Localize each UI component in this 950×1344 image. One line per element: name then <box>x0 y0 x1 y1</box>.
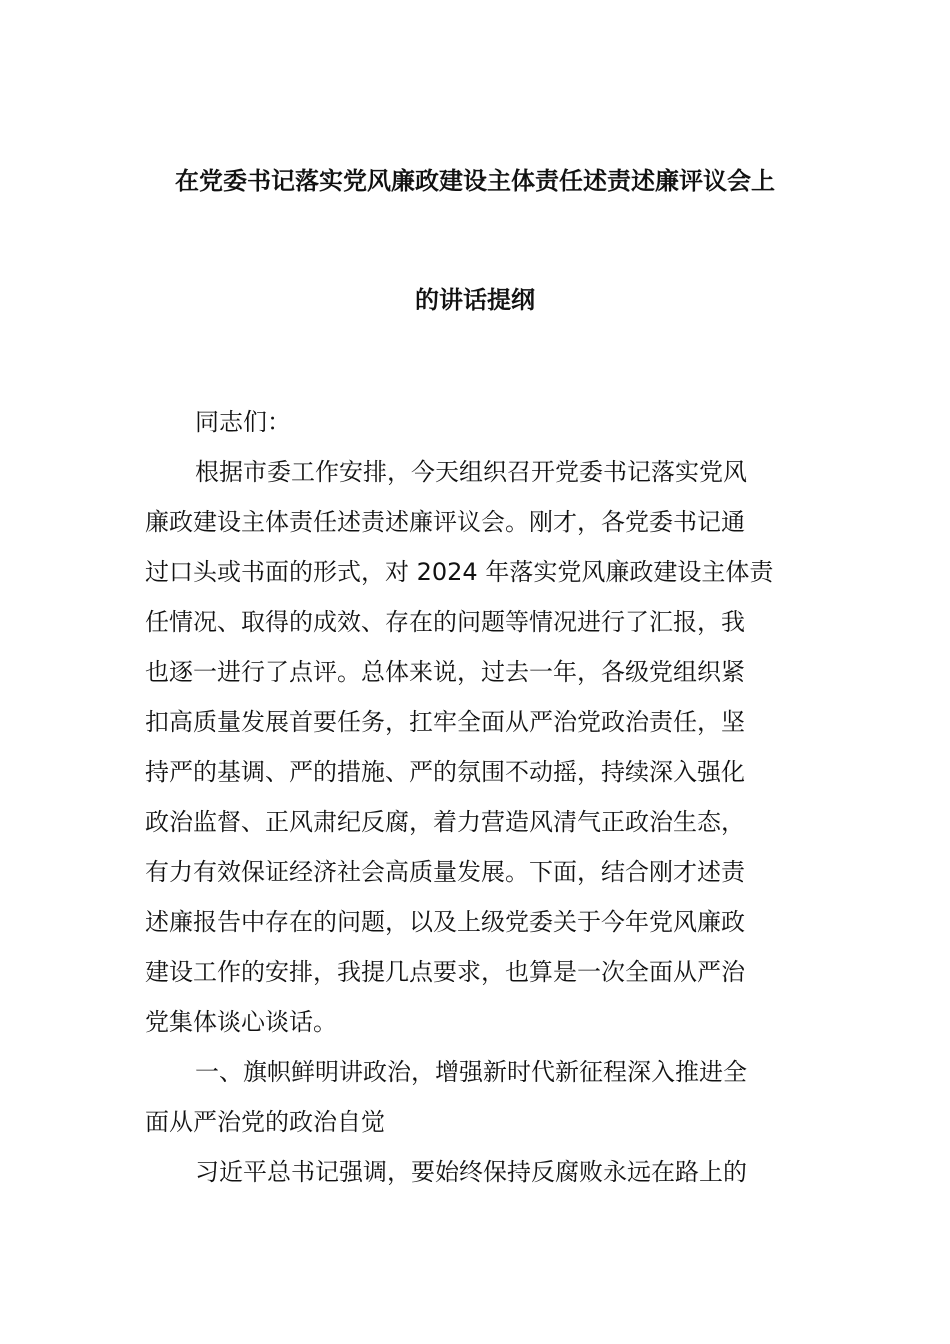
salutation: 同志们： <box>195 408 291 436</box>
paragraph-line: 持严的基调、严的措施、严的氛围不动摇，持续深入强化 <box>145 758 745 786</box>
section-heading-line: 一、旗帜鲜明讲政治，增强新时代新征程深入推进全 <box>195 1058 747 1086</box>
paragraph-line: 过口头或书面的形式，对 2024 年落实党风廉政建设主体责 <box>145 558 774 586</box>
paragraph-line: 扣高质量发展首要任务，扛牢全面从严治党政治责任，坚 <box>145 708 745 736</box>
paragraph-line: 政治监督、正风肃纪反腐，着力营造风清气正政治生态， <box>145 808 745 836</box>
paragraph-line: 党集体谈心谈话。 <box>145 1008 337 1036</box>
paragraph-line: 也逐一进行了点评。总体来说，过去一年，各级党组织紧 <box>145 658 745 686</box>
document-title-line-1: 在党委书记落实党风廉政建设主体责任述责述廉评议会上 <box>175 167 775 195</box>
paragraph-line: 有力有效保证经济社会高质量发展。下面，结合刚才述责 <box>145 858 745 886</box>
paragraph-line: 根据市委工作安排，今天组织召开党委书记落实党风 <box>195 458 747 486</box>
section-heading-line: 面从严治党的政治自觉 <box>145 1108 385 1136</box>
paragraph-line: 述廉报告中存在的问题，以及上级党委关于今年党风廉政 <box>145 908 745 936</box>
paragraph-line: 廉政建设主体责任述责述廉评议会。刚才，各党委书记通 <box>145 508 745 536</box>
paragraph-line: 习近平总书记强调，要始终保持反腐败永远在路上的 <box>195 1158 747 1186</box>
document-title-line-2: 的讲话提纲 <box>415 286 535 314</box>
paragraph-line: 建设工作的安排，我提几点要求，也算是一次全面从严治 <box>145 958 745 986</box>
paragraph-line: 任情况、取得的成效、存在的问题等情况进行了汇报，我 <box>145 608 745 636</box>
